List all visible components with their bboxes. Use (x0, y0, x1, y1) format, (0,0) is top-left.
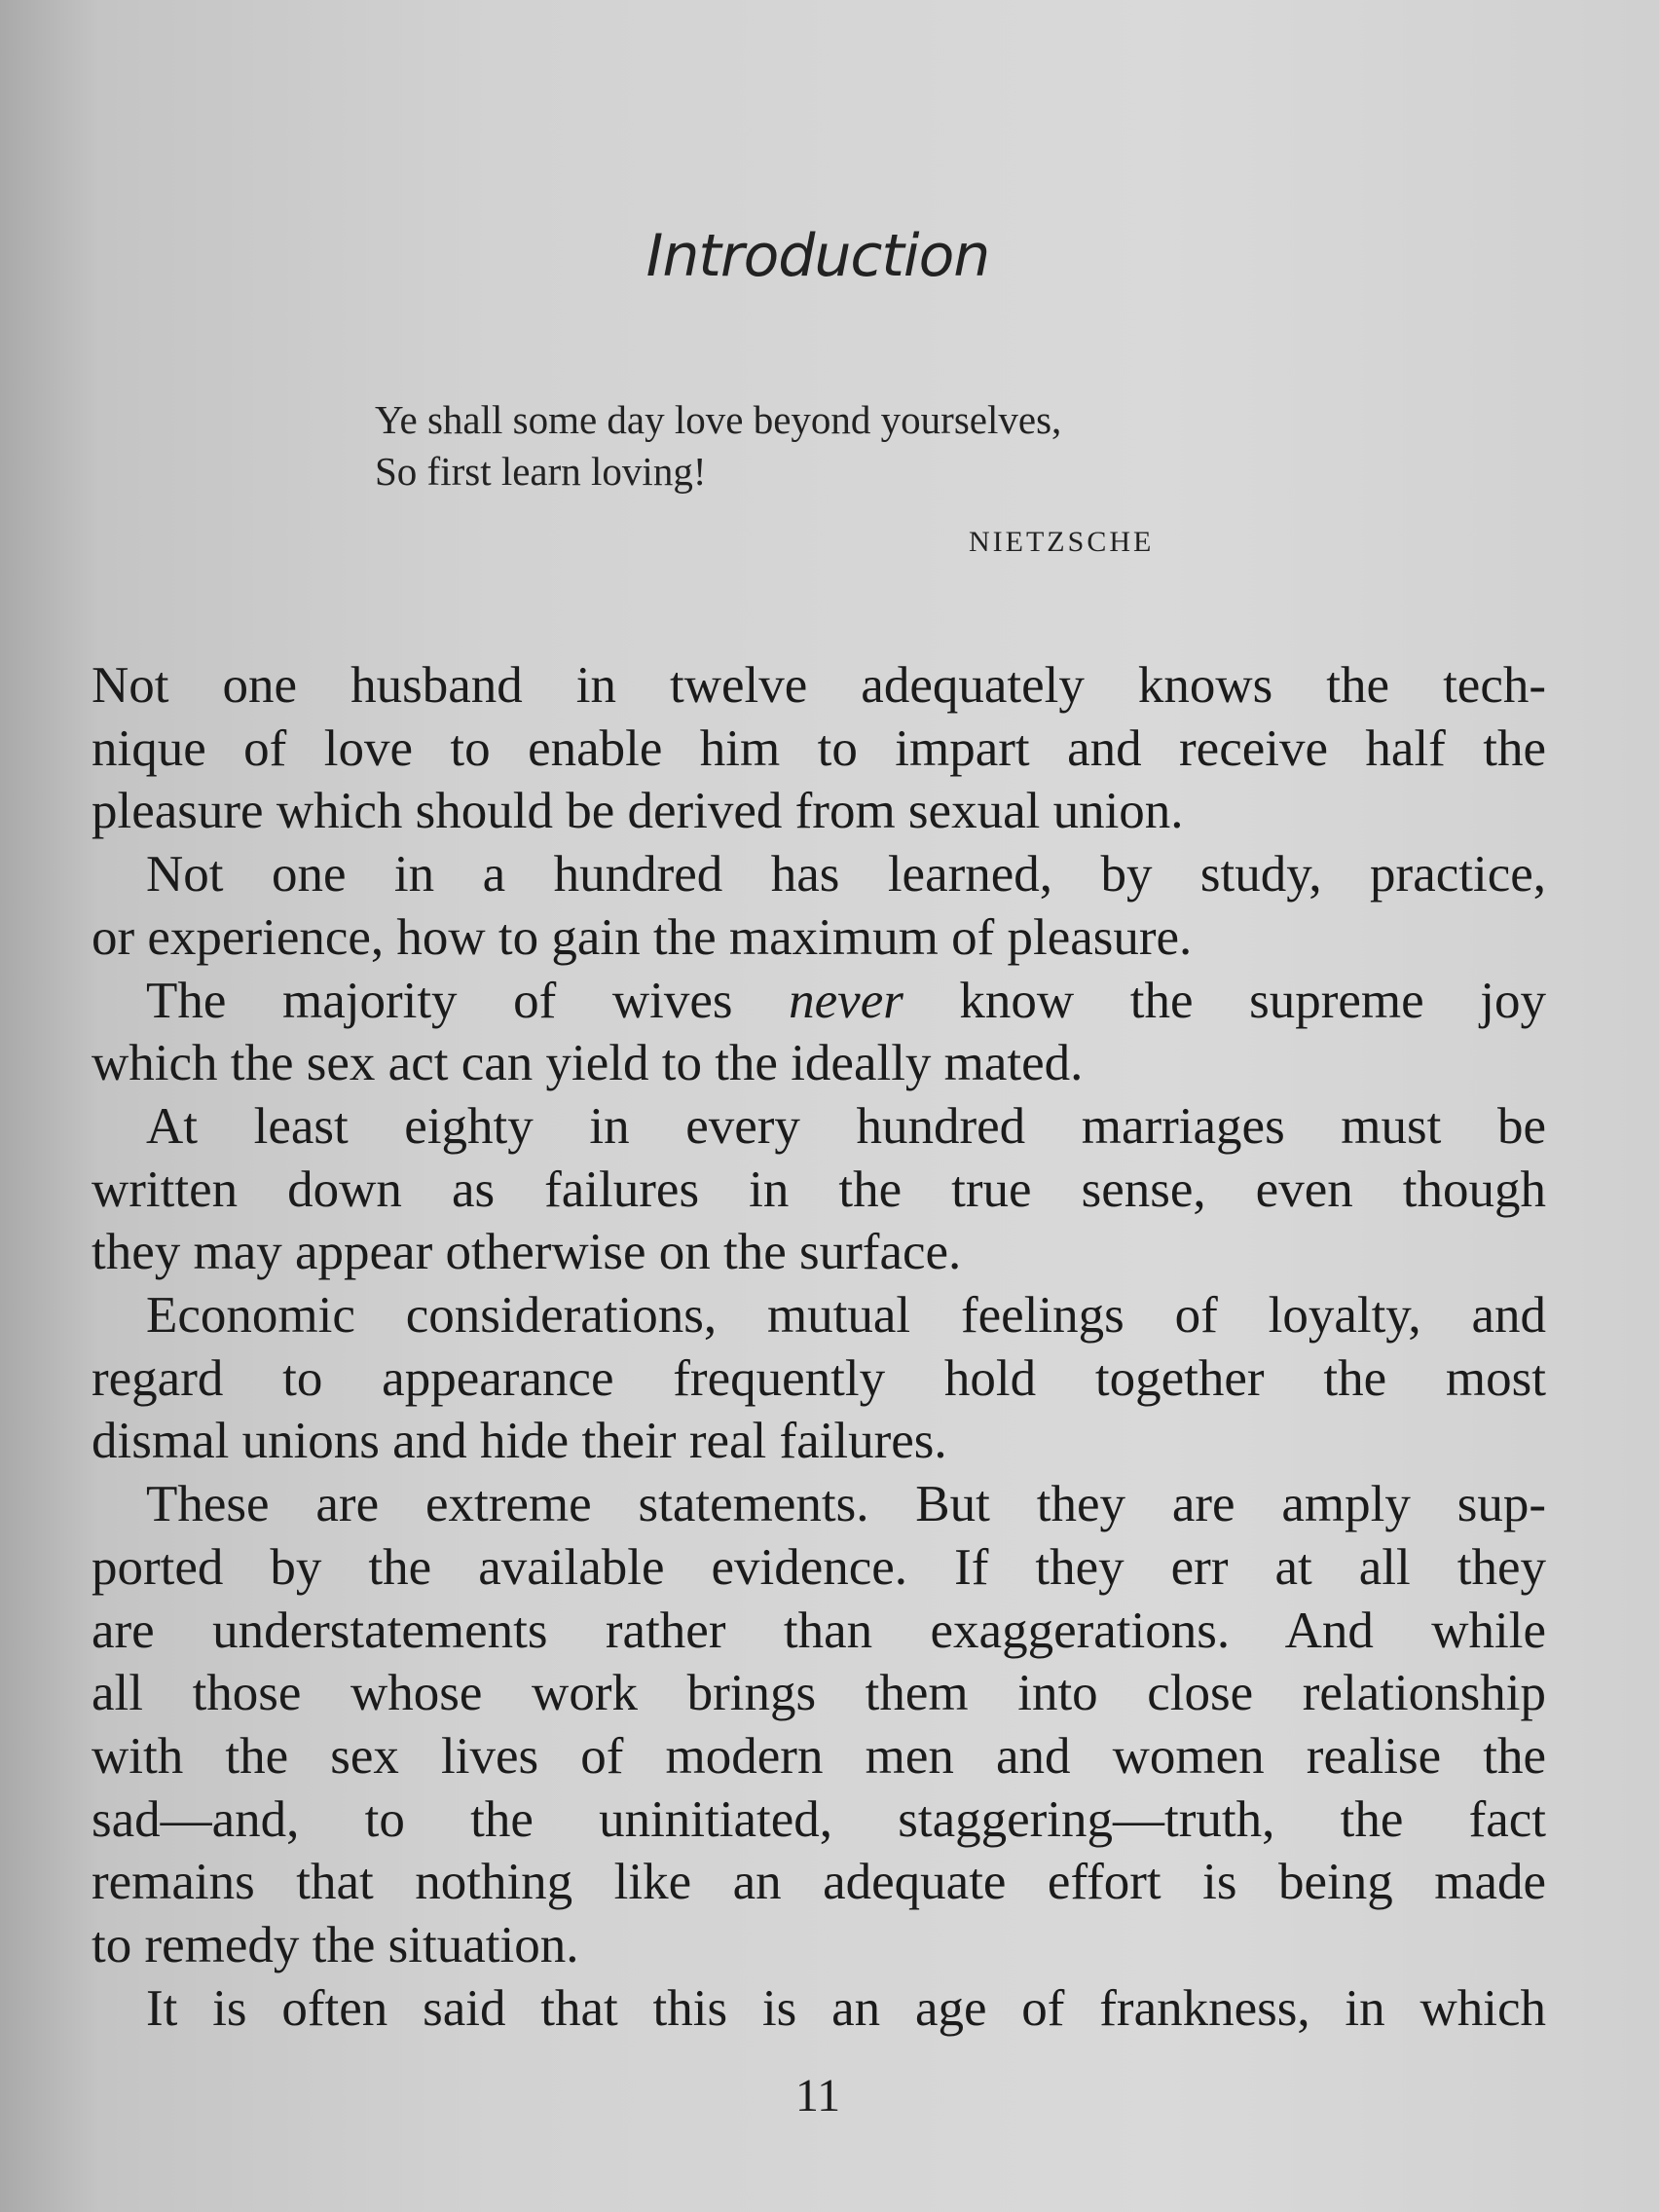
epigraph (375, 394, 1061, 498)
text-line: remains that nothing like an adequate effort is being made (92, 1854, 1546, 1911)
epigraph-line: Ye shall some day love beyond yourselves, (375, 397, 1062, 442)
text-line: sad—and, to the uninitiated, staggering—truth, the fact (92, 1790, 1546, 1848)
text-line: they may appear otherwise on the surface. (92, 1224, 962, 1281)
epigraph-line: So first learn loving! (375, 449, 707, 494)
paragraph (92, 1284, 1546, 1473)
text-segment: know the supreme joy (903, 972, 1546, 1029)
text-line: pleasure which should be derived from sexual union. (92, 783, 1184, 840)
text-line: It is often said that this is an age of frankness, in which (146, 1979, 1546, 2037)
text-line: which the sex act can yield to the ideally mated. (92, 1035, 1084, 1092)
text-line: These are extreme statements. But they are amply sup- (146, 1476, 1546, 1533)
paragraph (92, 843, 1546, 969)
text-segment: The majority of wives (146, 972, 790, 1029)
text-line: regard to appearance frequently hold together the most (92, 1349, 1546, 1407)
chapter-title: Introduction (645, 222, 990, 290)
page-number: 11 (794, 2070, 841, 2121)
text-line: dismal unions and hide their real failures. (92, 1413, 947, 1470)
paragraph (92, 1977, 1546, 2041)
text-line: At least eighty in every hundred marriages must be (146, 1097, 1546, 1155)
text-line: with the sex lives of modern men and women realise the (92, 1727, 1546, 1785)
text-line: written down as failures in the true sense, even though (92, 1161, 1546, 1218)
text-line: Economic considerations, mutual feelings of loyalty, and (146, 1287, 1546, 1345)
paragraph (92, 654, 1546, 843)
text-line (92, 970, 1546, 1033)
text-line: Not one in a hundred has learned, by study, practice, (146, 846, 1546, 903)
epigraph-author: NIETZSCHE (969, 526, 1155, 558)
text-line: to remedy the situation. (92, 1917, 579, 1974)
text-line: all those whose work brings them into close relationship (92, 1665, 1546, 1722)
text-line: Not one husband in twelve adequately knows the tech- (92, 657, 1546, 714)
text-line: or experience, how to gain the maximum of pleasure. (92, 908, 1193, 966)
paragraph (92, 1095, 1546, 1284)
paragraph (92, 970, 1546, 1095)
text-line: ported by the available evidence. If they err at all they (92, 1538, 1546, 1596)
paragraph (92, 1473, 1546, 1977)
emphasis-text: never (789, 972, 903, 1029)
text-line: nique of love to enable him to impart and receive half the (92, 719, 1546, 777)
text-line: are understatements rather than exaggerations. And while (92, 1602, 1546, 1659)
body-text (92, 654, 1546, 2040)
